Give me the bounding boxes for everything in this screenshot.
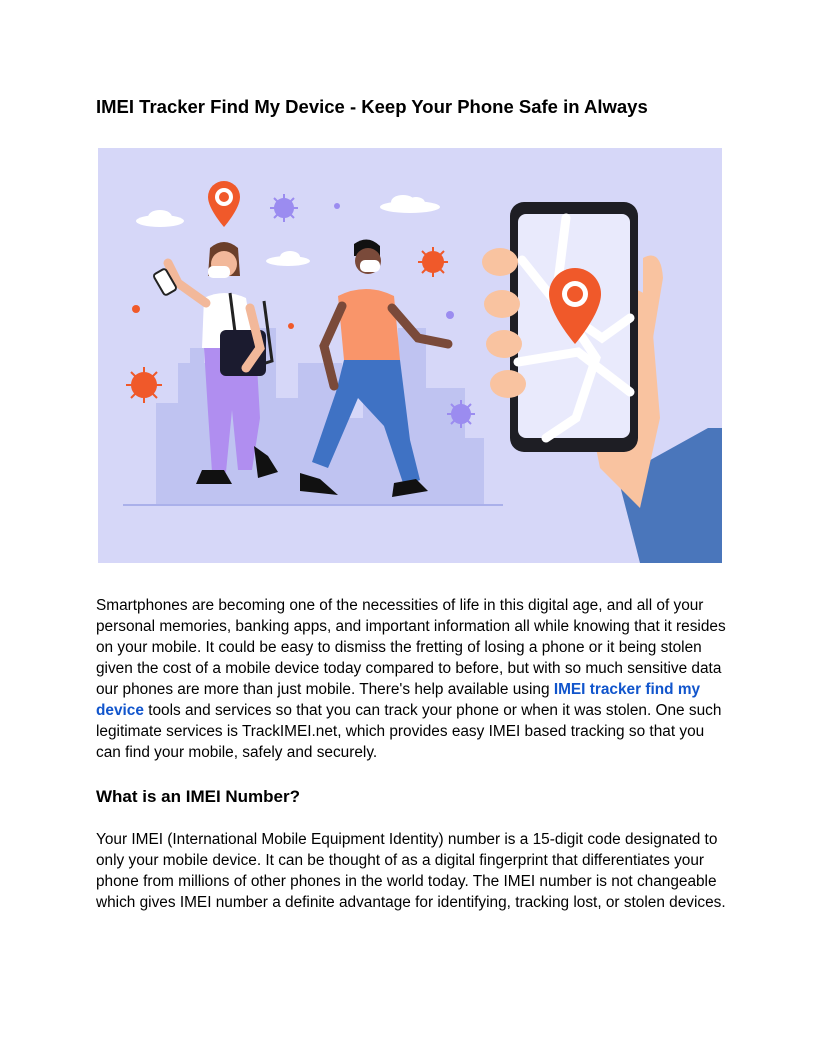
virus-icon: [270, 194, 298, 222]
article-title: IMEI Tracker Find My Device - Keep Your Phone Safe in Always: [96, 96, 648, 117]
intro-text-before-link: Smartphones are becoming one of the necessities of life in this digital age, and all of your personal memories, banking apps, and important information all while knowing that it resides on your mobile. It could be easy to dismiss the fretting of losing a phone or it being stolen given the cost of a mobile device today compared to before, but with so much sensitive data our phones are more than just mobile. There's help available using: [96, 597, 726, 698]
imei-definition-paragraph: Your IMEI (International Mobile Equipment Identity) number is a 15-digit code designated to only your mobile device. It can be thought of as a digital fingerprint that differentiates your phone from millions of other phones in the world today. The IMEI number is not changeable which gives IMEI number a definite advantage for identifying, tracking lost, or stolen devices.: [96, 831, 726, 911]
intro-text-after-link: tools and services so that you can track your phone or when it was stolen. One such legitimate services is TrackIMEI.net, which provides easy IMEI based tracking so that you can find your mobile, safely and securely.: [96, 702, 722, 761]
virus-icon: [447, 400, 475, 428]
hero-illustration: [98, 148, 722, 563]
intro-paragraph: [96, 595, 728, 763]
section-heading: What is an IMEI Number?: [96, 787, 301, 806]
virus-icon: [418, 247, 448, 277]
virus-icon: [126, 367, 162, 403]
imei-tracker-link[interactable]: IMEI tracker find my device: [96, 681, 701, 719]
